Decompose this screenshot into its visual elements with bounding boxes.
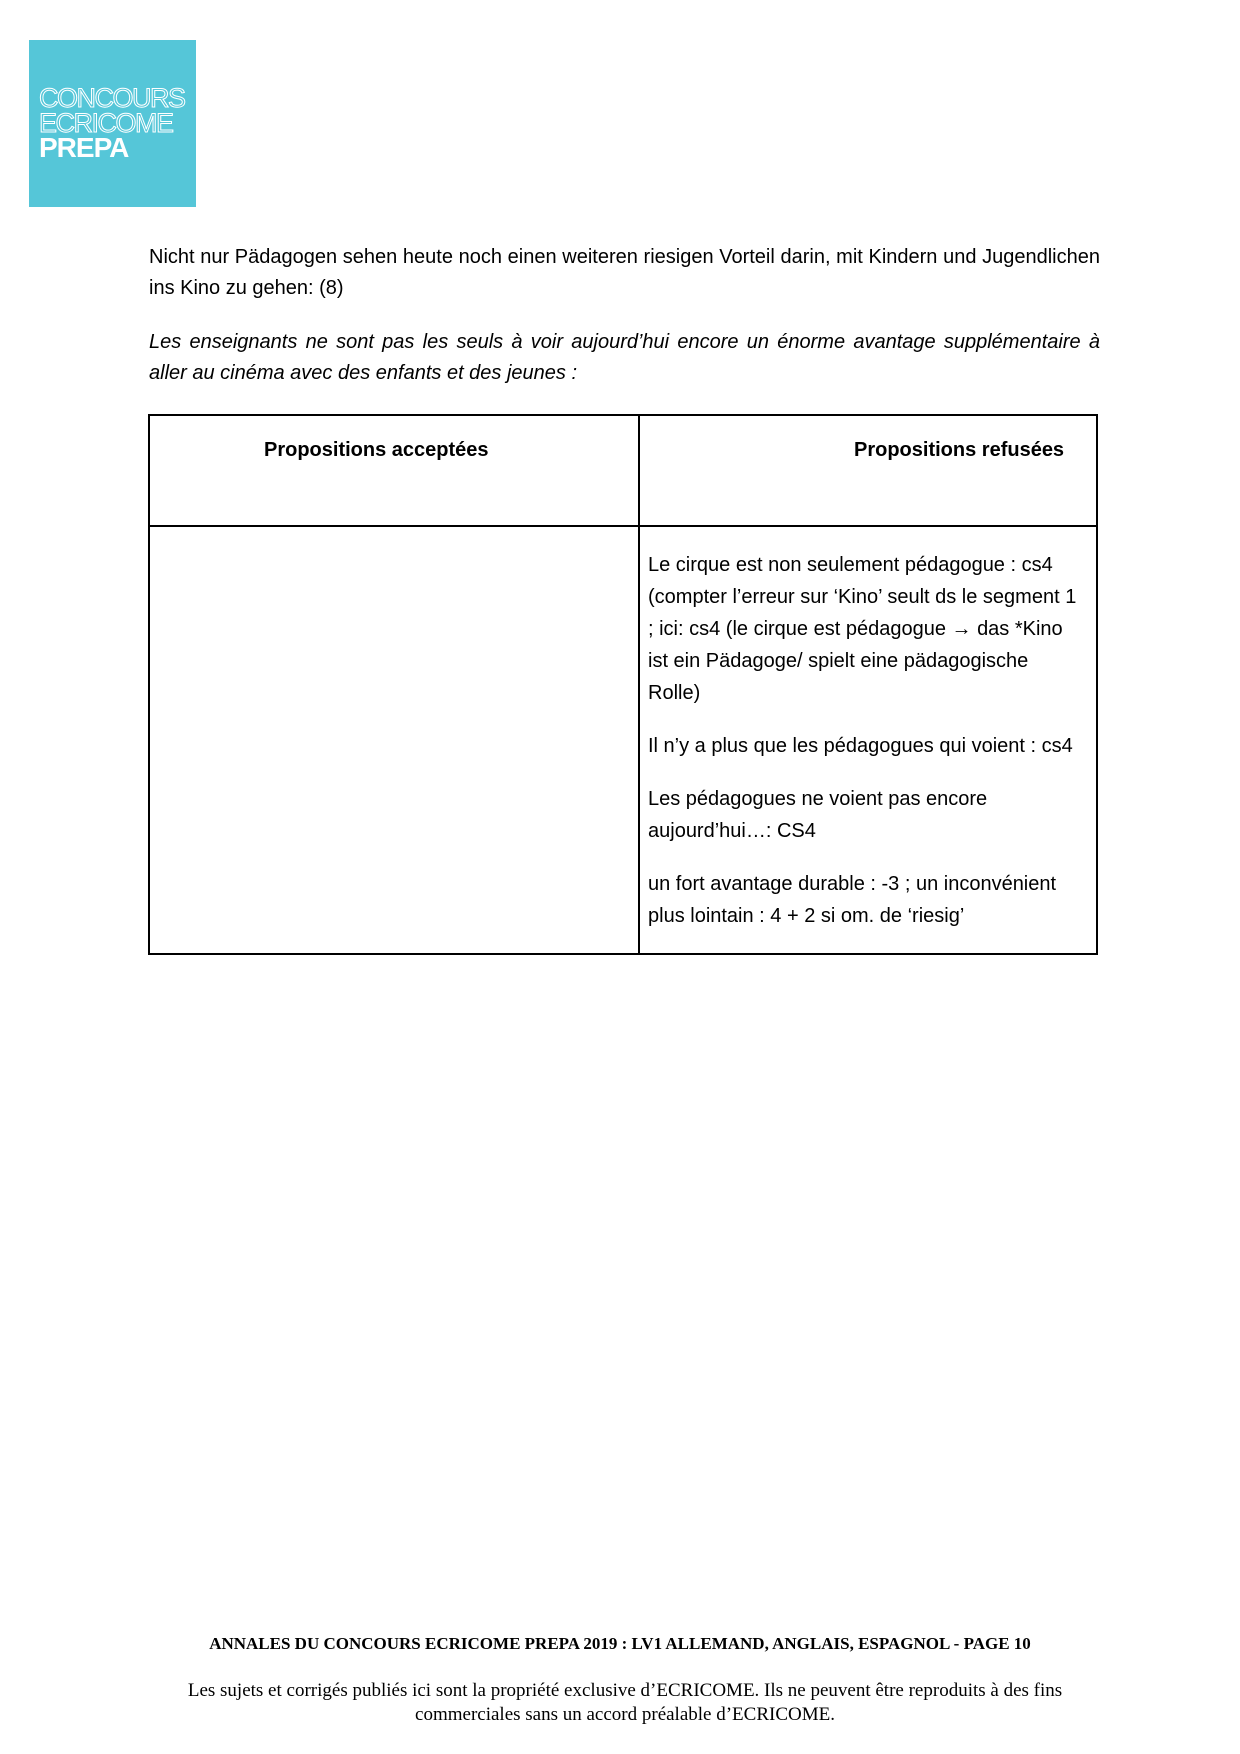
refused-item: Les pédagogues ne voient pas encore aujourd’hui…: CS4 — [648, 788, 988, 842]
header-refused: Propositions refusées — [639, 415, 1097, 526]
ecricome-logo — [29, 40, 196, 207]
french-translation: Les enseignants ne sont pas les seuls à voir aujourd’hui encore un énorme avantage supplémentaire à aller au cinéma avec des enfants et des jeunes : — [149, 331, 1100, 384]
logo-line-ecricome: ECRICOME — [39, 108, 173, 138]
refused-item: un fort avantage durable : -3 ; un inconvénient plus lointain : 4 + 2 si om. de ‘riesig’ — [648, 873, 1057, 927]
header-accepted: Propositions acceptées — [149, 415, 639, 526]
footer-notice: Les sujets et corrigés publiés ici sont la propriété exclusive d’ECRICOME. Ils ne peuvent être reproduits à des fins commerciales sans un accord préalable d’ECRICOME. — [187, 1680, 1063, 1725]
refused-cell — [639, 526, 1097, 954]
propositions-table — [148, 414, 1098, 955]
logo-line-prepa: PREPA — [39, 132, 129, 163]
logo-line-concours: CONCOURS — [39, 83, 185, 113]
table-header-row — [149, 415, 1097, 526]
refused-item: Le cirque est non seulement pédagogue : cs4 (compter l’erreur sur ‘Kino’ seult ds le segment 1 ; ici: cs4 (le cirque est pédagogue → das *Kino ist ein Pädagoge/ spielt eine pädagogische Rolle) — [648, 554, 1077, 704]
german-source-sentence: Nicht nur Pädagogen sehen heute noch einen weiteren riesigen Vorteil darin, mit Kindern und Jugendlichen ins Kino zu gehen: (8) — [149, 246, 1100, 299]
footer-title: ANNALES DU CONCOURS ECRICOME PREPA 2019 : LV1 ALLEMAND, ANGLAIS, ESPAGNOL - PAGE 10 — [209, 1634, 1031, 1653]
accepted-cell — [149, 526, 639, 954]
table-body-row — [149, 526, 1097, 954]
refused-item: Il n’y a plus que les pédagogues qui voient : cs4 — [648, 735, 1073, 757]
